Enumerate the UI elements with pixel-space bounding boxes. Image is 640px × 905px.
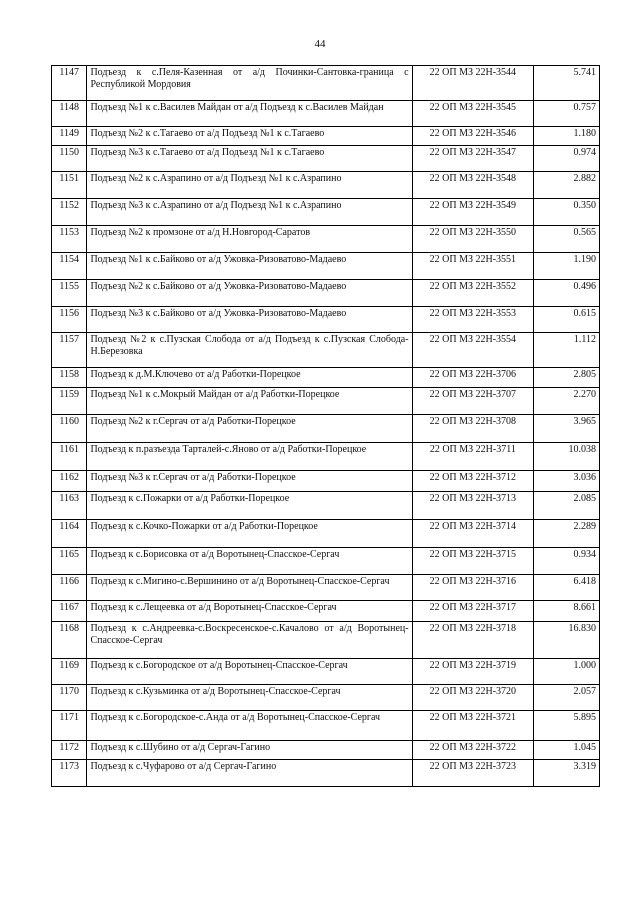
road-length: 5.741 xyxy=(534,66,600,101)
row-number: 1147 xyxy=(52,66,87,101)
row-number: 1169 xyxy=(52,659,87,685)
road-code: 22 ОП МЗ 22Н-3552 xyxy=(412,280,534,307)
roads-table xyxy=(51,65,600,787)
road-name: Подъезд №2 к г.Сергач от а/д Работки-Порецкое xyxy=(87,415,412,443)
table-row xyxy=(52,601,600,622)
page-number: 44 xyxy=(314,38,326,50)
road-code: 22 ОП МЗ 22Н-3707 xyxy=(412,388,534,415)
road-length: 1.190 xyxy=(534,253,600,280)
row-number: 1172 xyxy=(52,741,87,760)
row-number: 1158 xyxy=(52,368,87,388)
table-row xyxy=(52,146,600,172)
row-number: 1153 xyxy=(52,226,87,253)
road-length: 0.615 xyxy=(534,307,600,333)
road-name: Подъезд №2 к с.Азрапино от а/д Подъезд №1 к с.Азрапино xyxy=(87,172,412,199)
row-number: 1148 xyxy=(52,101,87,127)
row-number: 1162 xyxy=(52,471,87,492)
road-code: 22 ОП МЗ 22Н-3720 xyxy=(412,685,534,711)
table-row xyxy=(52,492,600,520)
table-row xyxy=(52,226,600,253)
road-length: 3.319 xyxy=(534,760,600,787)
table-row xyxy=(52,760,600,787)
row-number: 1170 xyxy=(52,685,87,711)
road-code: 22 ОП МЗ 22Н-3706 xyxy=(412,368,534,388)
table-row xyxy=(52,575,600,601)
table-row xyxy=(52,659,600,685)
road-name: Подъезд к с.Чуфарово от а/д Сергач-Гагино xyxy=(87,760,412,787)
table-row xyxy=(52,280,600,307)
row-number: 1159 xyxy=(52,388,87,415)
road-code: 22 ОП МЗ 22Н-3547 xyxy=(412,146,534,172)
road-name: Подъезд №2 к с.Пузская Слобода от а/д Подъезд к с.Пузская Слобода-Н.Березовка xyxy=(87,333,412,368)
table-row xyxy=(52,711,600,741)
table-row xyxy=(52,172,600,199)
row-number: 1156 xyxy=(52,307,87,333)
road-name: Подъезд к с.Кузьминка от а/д Воротынец-Спасское-Сергач xyxy=(87,685,412,711)
road-length: 1.112 xyxy=(534,333,600,368)
road-name: Подъезд №3 к с.Тагаево от а/д Подъезд №1 к с.Тагаево xyxy=(87,146,412,172)
table-row xyxy=(52,520,600,548)
table-row xyxy=(52,443,600,471)
road-length: 2.289 xyxy=(534,520,600,548)
table-row xyxy=(52,741,600,760)
row-number: 1166 xyxy=(52,575,87,601)
road-length: 0.757 xyxy=(534,101,600,127)
table-row xyxy=(52,388,600,415)
road-length: 16.830 xyxy=(534,622,600,659)
road-length: 8.661 xyxy=(534,601,600,622)
road-name: Подъезд №3 к г.Сергач от а/д Работки-Порецкое xyxy=(87,471,412,492)
table-row xyxy=(52,685,600,711)
road-length: 5.895 xyxy=(534,711,600,741)
road-length: 2.085 xyxy=(534,492,600,520)
row-number: 1161 xyxy=(52,443,87,471)
table-row xyxy=(52,307,600,333)
road-length: 3.965 xyxy=(534,415,600,443)
road-length: 0.565 xyxy=(534,226,600,253)
table-row xyxy=(52,622,600,659)
road-code: 22 ОП МЗ 22Н-3711 xyxy=(412,443,534,471)
road-name: Подъезд к с.Пожарки от а/д Работки-Порецкое xyxy=(87,492,412,520)
road-code: 22 ОП МЗ 22Н-3722 xyxy=(412,741,534,760)
road-code: 22 ОП МЗ 22Н-3554 xyxy=(412,333,534,368)
row-number: 1149 xyxy=(52,127,87,146)
road-name: Подъезд к п.разъезда Тарталей-с.Яново от а/д Работки-Порецкое xyxy=(87,443,412,471)
row-number: 1157 xyxy=(52,333,87,368)
table-row xyxy=(52,471,600,492)
road-length: 1.000 xyxy=(534,659,600,685)
road-name: Подъезд к с.Пеля-Казенная от а/д Починки-Сантовка-граница с Республикой Мордовия xyxy=(87,66,412,101)
road-name: Подъезд №3 к с.Азрапино от а/д Подъезд №1 к с.Азрапино xyxy=(87,199,412,226)
row-number: 1168 xyxy=(52,622,87,659)
row-number: 1155 xyxy=(52,280,87,307)
table-row xyxy=(52,415,600,443)
road-name: Подъезд к с.Богородское от а/д Воротынец-Спасское-Сергач xyxy=(87,659,412,685)
road-length: 2.270 xyxy=(534,388,600,415)
row-number: 1171 xyxy=(52,711,87,741)
road-code: 22 ОП МЗ 22Н-3717 xyxy=(412,601,534,622)
table-row xyxy=(52,66,600,101)
road-name: Подъезд к с.Богородское-с.Анда от а/д Воротынец-Спасское-Сергач xyxy=(87,711,412,741)
road-code: 22 ОП МЗ 22Н-3551 xyxy=(412,253,534,280)
road-length: 2.057 xyxy=(534,685,600,711)
row-number: 1160 xyxy=(52,415,87,443)
road-name: Подъезд к с.Андреевка-с.Воскресенское-с.Качалово от а/д Воротынец-Спасское-Сергач xyxy=(87,622,412,659)
road-code: 22 ОП МЗ 22Н-3716 xyxy=(412,575,534,601)
row-number: 1164 xyxy=(52,520,87,548)
road-name: Подъезд №1 к с.Василев Майдан от а/д Подъезд к с.Василев Майдан xyxy=(87,101,412,127)
road-name: Подъезд к с.Мигино-с.Вершинино от а/д Воротынец-Спасское-Сергач xyxy=(87,575,412,601)
road-code: 22 ОП МЗ 22Н-3544 xyxy=(412,66,534,101)
road-code: 22 ОП МЗ 22Н-3714 xyxy=(412,520,534,548)
table-row xyxy=(52,199,600,226)
road-code: 22 ОП МЗ 22Н-3545 xyxy=(412,101,534,127)
table-row xyxy=(52,368,600,388)
roads-table-body xyxy=(52,66,600,787)
road-code: 22 ОП МЗ 22Н-3713 xyxy=(412,492,534,520)
road-code: 22 ОП МЗ 22Н-3718 xyxy=(412,622,534,659)
road-name: Подъезд №1 к с.Мокрый Майдан от а/д Работки-Порецкое xyxy=(87,388,412,415)
row-number: 1165 xyxy=(52,548,87,575)
road-name: Подъезд №2 к промзоне от а/д Н.Новгород-Саратов xyxy=(87,226,412,253)
road-length: 0.934 xyxy=(534,548,600,575)
road-length: 1.045 xyxy=(534,741,600,760)
row-number: 1167 xyxy=(52,601,87,622)
road-length: 3.036 xyxy=(534,471,600,492)
road-name: Подъезд №3 к с.Байково от а/д Ужовка-Ризоватово-Мадаево xyxy=(87,307,412,333)
road-name: Подъезд №2 к с.Тагаево от а/д Подъезд №1 к с.Тагаево xyxy=(87,127,412,146)
road-code: 22 ОП МЗ 22Н-3708 xyxy=(412,415,534,443)
road-name: Подъезд к с.Шубино от а/д Сергач-Гагино xyxy=(87,741,412,760)
row-number: 1151 xyxy=(52,172,87,199)
road-length: 2.882 xyxy=(534,172,600,199)
road-length: 0.350 xyxy=(534,199,600,226)
road-length: 1.180 xyxy=(534,127,600,146)
row-number: 1173 xyxy=(52,760,87,787)
road-code: 22 ОП МЗ 22Н-3549 xyxy=(412,199,534,226)
road-name: Подъезд к д.М.Ключево от а/д Работки-Порецкое xyxy=(87,368,412,388)
road-code: 22 ОП МЗ 22Н-3553 xyxy=(412,307,534,333)
road-length: 2.805 xyxy=(534,368,600,388)
road-code: 22 ОП МЗ 22Н-3550 xyxy=(412,226,534,253)
road-length: 0.974 xyxy=(534,146,600,172)
road-name: Подъезд №1 к с.Байково от а/д Ужовка-Ризоватово-Мадаево xyxy=(87,253,412,280)
table-row xyxy=(52,333,600,368)
table-row xyxy=(52,548,600,575)
row-number: 1154 xyxy=(52,253,87,280)
road-name: Подъезд к с.Борисовка от а/д Воротынец-Спасское-Сергач xyxy=(87,548,412,575)
road-code: 22 ОП МЗ 22Н-3723 xyxy=(412,760,534,787)
row-number: 1152 xyxy=(52,199,87,226)
road-name: Подъезд №2 к с.Байково от а/д Ужовка-Ризоватово-Мадаево xyxy=(87,280,412,307)
road-length: 0.496 xyxy=(534,280,600,307)
road-code: 22 ОП МЗ 22Н-3719 xyxy=(412,659,534,685)
table-row xyxy=(52,253,600,280)
road-name: Подъезд к с.Кочко-Пожарки от а/д Работки-Порецкое xyxy=(87,520,412,548)
table-row xyxy=(52,101,600,127)
road-length: 6.418 xyxy=(534,575,600,601)
road-code: 22 ОП МЗ 22Н-3721 xyxy=(412,711,534,741)
road-code: 22 ОП МЗ 22Н-3712 xyxy=(412,471,534,492)
road-code: 22 ОП МЗ 22Н-3546 xyxy=(412,127,534,146)
road-length: 10.038 xyxy=(534,443,600,471)
table-row xyxy=(52,127,600,146)
road-code: 22 ОП МЗ 22Н-3548 xyxy=(412,172,534,199)
row-number: 1163 xyxy=(52,492,87,520)
road-name: Подъезд к с.Лещеевка от а/д Воротынец-Спасское-Сергач xyxy=(87,601,412,622)
row-number: 1150 xyxy=(52,146,87,172)
road-code: 22 ОП МЗ 22Н-3715 xyxy=(412,548,534,575)
